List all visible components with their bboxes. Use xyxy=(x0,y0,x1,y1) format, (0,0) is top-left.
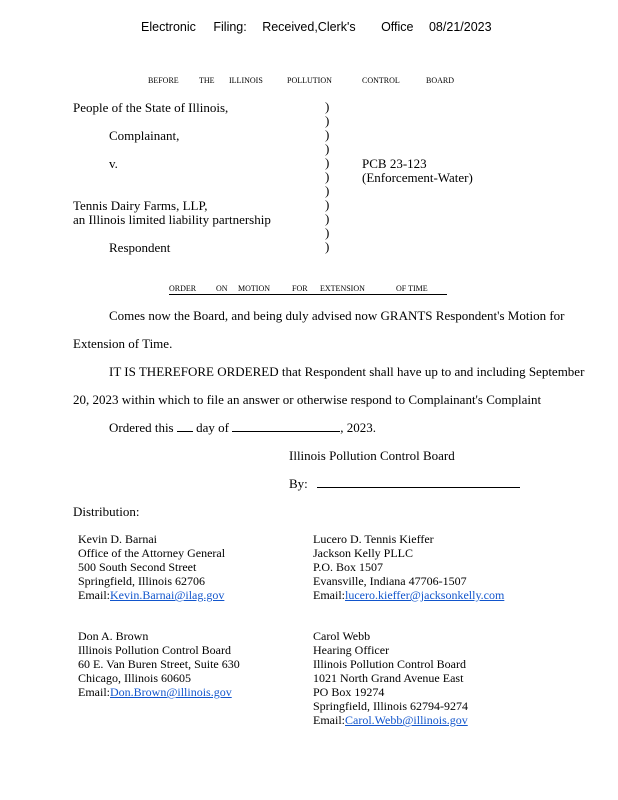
heading-word: BOARD xyxy=(426,76,455,85)
case-type: (Enforcement-Water) xyxy=(362,170,473,185)
contact-name: Carol Webb xyxy=(313,629,371,643)
contact-line: P.O. Box 1507 xyxy=(313,560,384,574)
email-label: Email: xyxy=(78,588,110,602)
paragraph-2-line-1: IT IS THEREFORE ORDERED that Respondent shall have up to and including September xyxy=(109,364,585,379)
filing-word: Office xyxy=(381,20,414,34)
contact-card xyxy=(78,532,225,602)
contact-line: Jackson Kelly PLLC xyxy=(313,546,413,560)
contact-line: Springfield, Illinois 62794-9274 xyxy=(313,699,468,713)
contact-name: Don A. Brown xyxy=(78,629,149,643)
paren: ) xyxy=(325,239,330,254)
email-link[interactable]: lucero.kieffer@jacksonkelly.com xyxy=(345,588,505,602)
paragraph-1-line-1: Comes now the Board, and being duly advised now GRANTS Respondent's Motion for xyxy=(109,308,565,323)
contact-line: Office of the Attorney General xyxy=(78,546,226,560)
contact-card xyxy=(313,532,504,602)
contact-line: Chicago, Illinois 60605 xyxy=(78,671,191,685)
by-label: By: xyxy=(289,476,308,491)
distribution-label: Distribution: xyxy=(73,504,140,519)
caption-parentheses xyxy=(325,100,329,254)
contact-line: Springfield, Illinois 62706 xyxy=(78,574,205,588)
plaintiff-name: People of the State of Illinois, xyxy=(73,100,229,115)
contact-line: Evansville, Indiana 47706-1507 xyxy=(313,574,467,588)
contact-email-line xyxy=(78,685,240,699)
ordered-date-line xyxy=(109,420,376,436)
email-label: Email: xyxy=(78,685,110,699)
month-blank xyxy=(232,420,340,432)
paragraph-1-line-2: Extension of Time. xyxy=(73,336,173,351)
contact-email-line xyxy=(313,588,504,602)
defendant-description: an Illinois limited liability partnership xyxy=(73,212,271,227)
filing-header xyxy=(141,20,492,34)
ordered-mid: day of xyxy=(196,420,229,435)
paren: ) xyxy=(325,127,330,142)
contact-email-line xyxy=(313,713,468,727)
email-label: Email: xyxy=(313,588,345,602)
contact-line: Hearing Officer xyxy=(313,643,390,657)
order-heading-word: EXTENSION xyxy=(320,284,365,293)
paren: ) xyxy=(325,225,330,240)
filing-word: Received,Clerk's xyxy=(262,20,356,34)
paren: ) xyxy=(325,197,330,212)
email-link[interactable]: Don.Brown@illinois.gov xyxy=(110,685,232,699)
contact-card xyxy=(313,629,468,727)
contact-name: Lucero D. Tennis Kieffer xyxy=(313,532,434,546)
heading-word: POLLUTION xyxy=(287,76,332,85)
contact-line: 1021 North Grand Avenue East xyxy=(313,671,464,685)
email-link[interactable]: Carol.Webb@illinois.gov xyxy=(345,713,468,727)
email-label: Email: xyxy=(313,713,345,727)
contact-name: Kevin D. Barnai xyxy=(78,532,157,546)
filing-date: 08/21/2023 xyxy=(428,20,492,34)
heading-word: BEFORE xyxy=(148,76,179,85)
heading-word: CONTROL xyxy=(362,76,400,85)
order-heading-word: MOTION xyxy=(238,284,270,293)
contact-line: Illinois Pollution Control Board xyxy=(313,657,467,671)
heading-word: ILLINOIS xyxy=(229,76,263,85)
paren: ) xyxy=(325,113,330,128)
contact-line: 500 South Second Street xyxy=(78,560,197,574)
heading-word: THE xyxy=(199,76,215,85)
email-link[interactable]: Kevin.Barnai@ilag.gov xyxy=(110,588,225,602)
contact-card xyxy=(78,629,240,699)
order-heading-word: OF TIME xyxy=(396,284,428,293)
respondent-label: Respondent xyxy=(109,240,171,255)
order-heading-underline xyxy=(169,294,447,295)
paren: ) xyxy=(325,155,330,170)
paren: ) xyxy=(325,169,330,184)
contact-line: 60 E. Van Buren Street, Suite 630 xyxy=(78,657,240,671)
contact-line: Illinois Pollution Control Board xyxy=(78,643,232,657)
signature-blank xyxy=(317,476,520,488)
signature-line xyxy=(289,476,520,492)
paren: ) xyxy=(325,183,330,198)
versus-label: v. xyxy=(109,156,118,171)
filing-word: Electronic xyxy=(141,20,196,34)
paragraph-2-line-2: 20, 2023 within which to file an answer or otherwise respond to Complainant's Complaint xyxy=(73,392,542,407)
contact-email-line xyxy=(78,588,225,602)
paren: ) xyxy=(325,211,330,226)
filing-word: Filing: xyxy=(213,20,247,34)
order-heading-word: FOR xyxy=(292,284,308,293)
board-name: Illinois Pollution Control Board xyxy=(289,448,455,463)
day-blank xyxy=(177,420,193,432)
case-number: PCB 23-123 xyxy=(362,156,427,171)
paren: ) xyxy=(325,99,330,114)
defendant-name: Tennis Dairy Farms, LLP, xyxy=(73,198,208,213)
paren: ) xyxy=(325,141,330,156)
complainant-label: Complainant, xyxy=(109,128,180,143)
ordered-suffix: , 2023. xyxy=(340,420,376,435)
order-heading-word: ON xyxy=(216,284,228,293)
ordered-prefix: Ordered this xyxy=(109,420,174,435)
order-heading-word: ORDER xyxy=(169,284,197,293)
contact-line: PO Box 19274 xyxy=(313,685,385,699)
